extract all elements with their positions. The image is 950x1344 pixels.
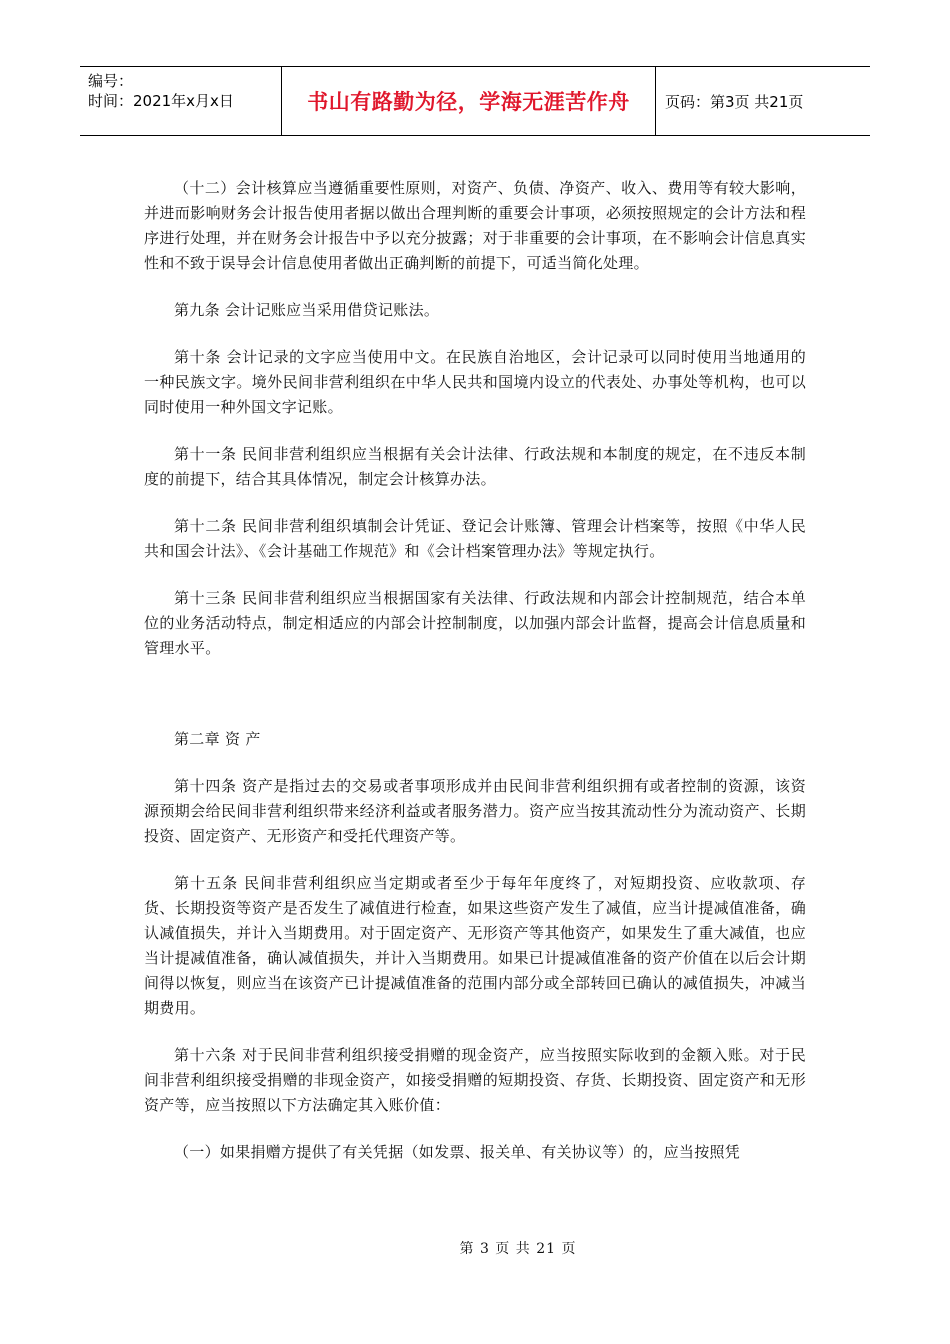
paragraph: 第十四条 资产是指过去的交易或者事项形成并由民间非营利组织拥有或者控制的资源，该资源预期会给民间非营利组织带来经济利益或者服务潜力。资产应当按其流动性分为流动资产、长期投资、固定资产、无形资产和受托代理资产等。 <box>144 777 806 845</box>
paragraph: （一）如果捐赠方提供了有关凭据（如发票、报关单、有关协议等）的，应当按照凭 <box>174 1143 741 1161</box>
header-motto: 书山有路勤为径，学海无涯苦作舟 <box>282 67 656 135</box>
paragraph: 第十二条 民间非营利组织填制会计凭证、登记会计账簿、管理会计档案等，按照《中华人民共和国会计法》、《会计基础工作规范》和《会计档案管理办法》等规定执行。 <box>144 517 806 560</box>
document-body <box>144 176 806 1187</box>
header-meta <box>80 67 282 135</box>
number-label: 编号： <box>88 72 134 90</box>
chapter-heading: 第二章 资 产 <box>174 730 261 748</box>
header-page-info: 页码：第3页 共21页 <box>665 92 804 111</box>
paragraph: 第十六条 对于民间非营利组织接受捐赠的现金资产，应当按照实际收到的金额入账。对于民间非营利组织接受捐赠的非现金资产，如接受捐赠的短期投资、存货、长期投资、固定资产和无形资产等，应当按照以下方法确定其入账价值： <box>144 1046 806 1114</box>
paragraph: 第十一条 民间非营利组织应当根据有关会计法律、行政法规和本制度的规定，在不违反本制度的前提下，结合其具体情况，制定会计核算办法。 <box>144 445 806 488</box>
time-label: 时间：2021年x月x日 <box>88 92 234 110</box>
paragraph: 第十五条 民间非营利组织应当定期或者至少于每年年度终了，对短期投资、应收款项、存货、长期投资等资产是否发生了减值进行检查，如果这些资产发生了减值，应当计提减值准备，确认减值损失，并计入当期费用。对于固定资产、无形资产等其他资产，如果发生了重大减值，也应当计提减值准备，确认减值损失，并计入当期费用。如果已计提减值准备的资产价值在以后会计期间得以恢复，则应当在该资产已计提减值准备的范围内部分或全部转回已确认的减值损失，冲减当期费用。 <box>144 874 806 1017</box>
paragraph: （十二）会计核算应当遵循重要性原则，对资产、负债、净资产、收入、费用等有较大影响，并进而影响财务会计报告使用者据以做出合理判断的重要会计事项，必须按照规定的会计方法和程序进行处理，并在财务会计报告中予以充分披露；对于非重要的会计事项，在不影响会计信息真实性和不致于误导会计信息使用者做出正确判断的前提下，可适当简化处理。 <box>144 179 806 272</box>
paragraph: 第十三条 民间非营利组织应当根据国家有关法律、行政法规和内部会计控制规范，结合本单位的业务活动特点，制定相适应的内部会计控制制度，以加强内部会计监督，提高会计信息质量和管理水平。 <box>144 589 806 657</box>
paragraph: 第九条 会计记账应当采用借贷记账法。 <box>174 301 440 319</box>
paragraph: 第十条 会计记录的文字应当使用中文。在民族自治地区，会计记录可以同时使用当地通用的一种民族文字。境外民间非营利组织在中华人民共和国境内设立的代表处、办事处等机构，也可以同时使用一种外国文字记账。 <box>144 348 806 416</box>
page-footer: 第 3 页 共 21 页 <box>459 1241 577 1257</box>
document-header <box>80 66 870 136</box>
